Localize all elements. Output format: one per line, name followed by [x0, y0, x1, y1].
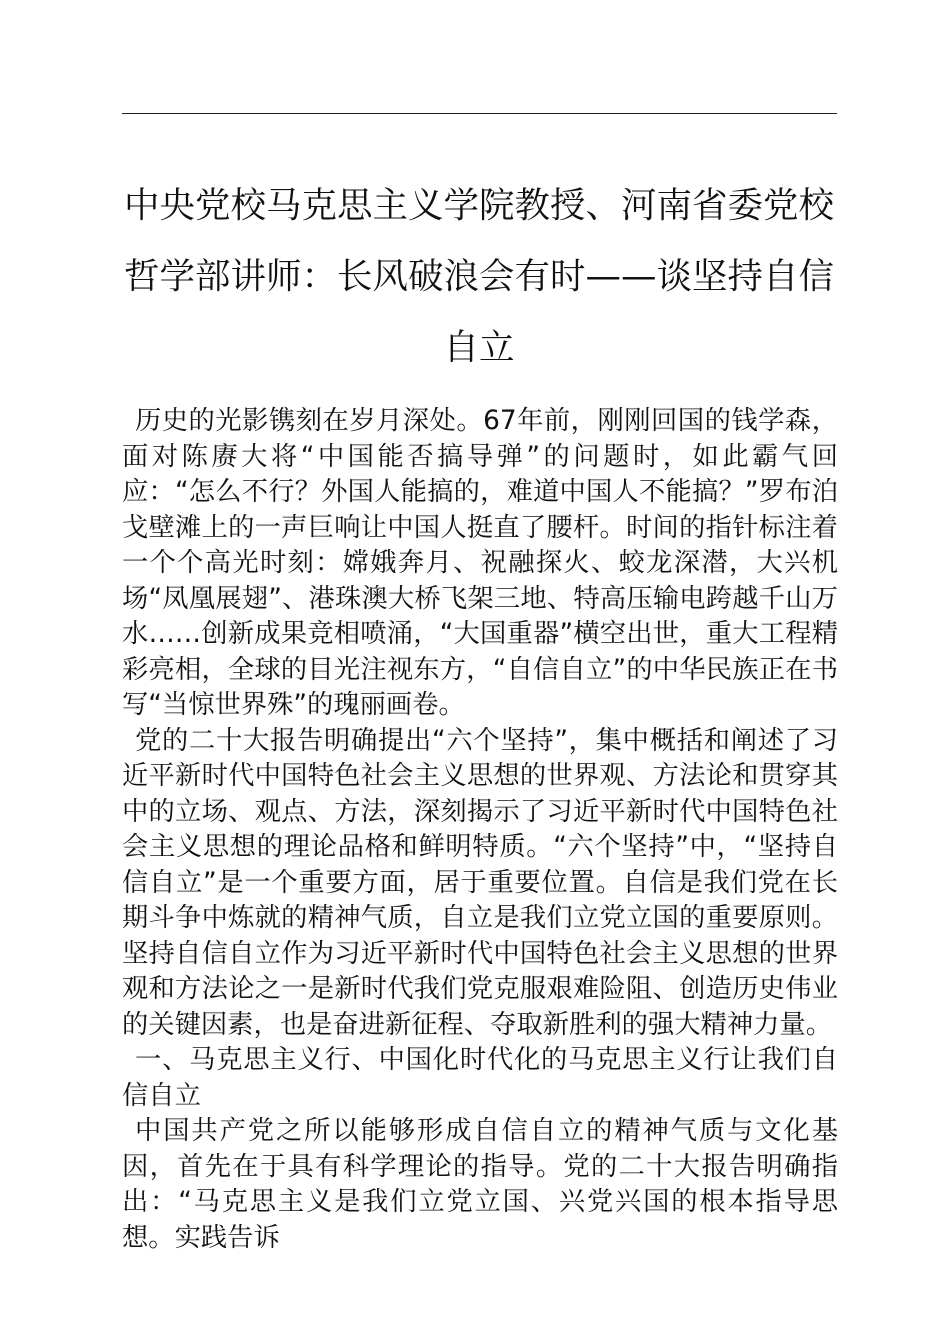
document-body	[122, 404, 838, 1256]
paragraph-3: 中国共产党之所以能够形成自信自立的精神气质与文化基因，首先在于具有科学理论的指导。党的二十大报告明确指出：“马克思主义是我们立党立国、兴党兴国的根本指导思想。实践告诉	[122, 1116, 838, 1253]
header-rule	[122, 113, 837, 114]
section-heading-1: 一、马克思主义行、中国化时代化的马克思主义行让我们自信自立	[122, 1045, 838, 1111]
paragraph-2: 党的二十大报告明确提出“六个坚持”，集中概括和阐述了习近平新时代中国特色社会主义思想的世界观、方法论和贯穿其中的立场、观点、方法，深刻揭示了习近平新时代中国特色社会主义思想的理论品格和鲜明特质。“六个坚持”中，“坚持自信自立”是一个重要方面，居于重要位置。自信是我们党在长期斗争中炼就的精神气质，自立是我们立党立国的重要原则。坚持自信自立作为习近平新时代中国特色社会主义思想的世界观和方法论之一是新时代我们党克服艰难险阻、创造历史伟业的关键因素，也是奋进新征程、夺取新胜利的强大精神力量。	[122, 725, 838, 1040]
document-title: 中央党校马克思主义学院教授、河南省委党校哲学部讲师：长风破浪会有时——谈坚持自信自立	[123, 185, 834, 368]
paragraph-1: 历史的光影镌刻在岁月深处。67年前，刚刚回国的钱学森，面对陈赓大将“中国能否搞导弹”的问题时，如此霸气回应：“怎么不行？外国人能搞的，难道中国人不能搞？”罗布泊戈壁滩上的一声巨响让中国人挺直了腰杆。时间的指针标注着一个个高光时刻：嫦娥奔月、祝融探火、蛟龙深潜，大兴机场“凤凰展翅”、港珠澳大桥飞架三地、特高压输电跨越千山万水……创新成果竞相喷涌，“大国重器”横空出世，重大工程精彩亮相，全球的目光注视东方，“自信自立”的中华民族正在书写“当惊世界殊”的瑰丽画卷。	[122, 406, 838, 720]
